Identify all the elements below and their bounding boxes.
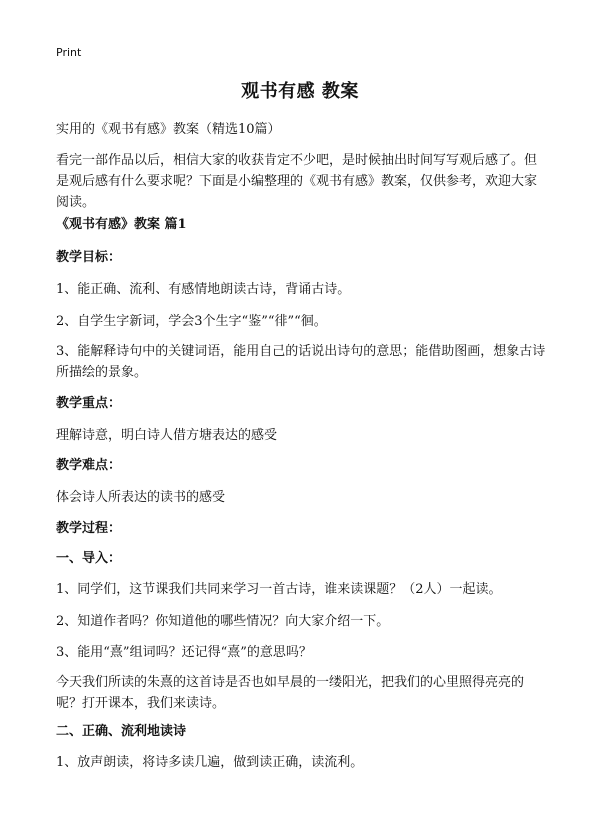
process-heading: 教学过程：: [56, 521, 122, 536]
key-text: 理解诗意，明白诗人借方塘表达的感受: [56, 428, 278, 443]
subtitle: 实用的《观书有感》教案（精选10篇）: [56, 122, 281, 137]
difficulty-text: 体会诗人所表达的读书的感受: [56, 490, 226, 505]
part2-heading: 二、正确、流利地读诗: [56, 724, 187, 739]
goal-item-2: 2、自学生字新词，学会3个生字“鉴”“徘”“徊。: [56, 314, 327, 329]
part1-item-2: 2、知道作者吗？你知道他的哪些情况？向大家介绍一下。: [56, 614, 390, 629]
section-title: 《观书有感》教案 篇1: [56, 217, 187, 232]
part1-paragraph: 今天我们所读的朱熹的这首诗是否也如早晨的一缕阳光，把我们的心里照得亮亮的呢？打开课本，我们来读诗。: [56, 675, 525, 711]
intro-paragraph: 看完一部作品以后，相信大家的收获肯定不少吧，是时候抽出时间写写观后感了。但是观后感有什么要求呢？下面是小编整理的《观书有感》教案，仅供参考，欢迎大家阅读。: [56, 153, 538, 210]
goal-item-1: 1、能正确、流利、有感情地朗读古诗，背诵古诗。: [56, 282, 351, 297]
goal-item-3: 3、能解释诗句中的关键词语，能用自己的话说出诗句的意思；能借助图画，想象古诗所描绘的景象。: [56, 344, 546, 380]
part2-item-1: 1、放声朗读，将诗多读几遍，做到读正确，读流利。: [56, 755, 364, 770]
part1-heading: 一、导入：: [56, 551, 122, 566]
document-title: 观书有感 教案: [241, 81, 359, 102]
part1-item-3: 3、能用“熹”组词吗？还记得“熹”的意思吗？: [56, 645, 312, 660]
key-heading: 教学重点：: [56, 396, 122, 411]
part1-item-1: 1、同学们，这节课我们共同来学习一首古诗，谁来读课题？（2人）一起读。: [56, 582, 502, 597]
print-link[interactable]: Print: [56, 46, 82, 59]
difficulty-heading: 教学难点：: [56, 458, 122, 473]
goal-heading: 教学目标：: [56, 250, 122, 265]
